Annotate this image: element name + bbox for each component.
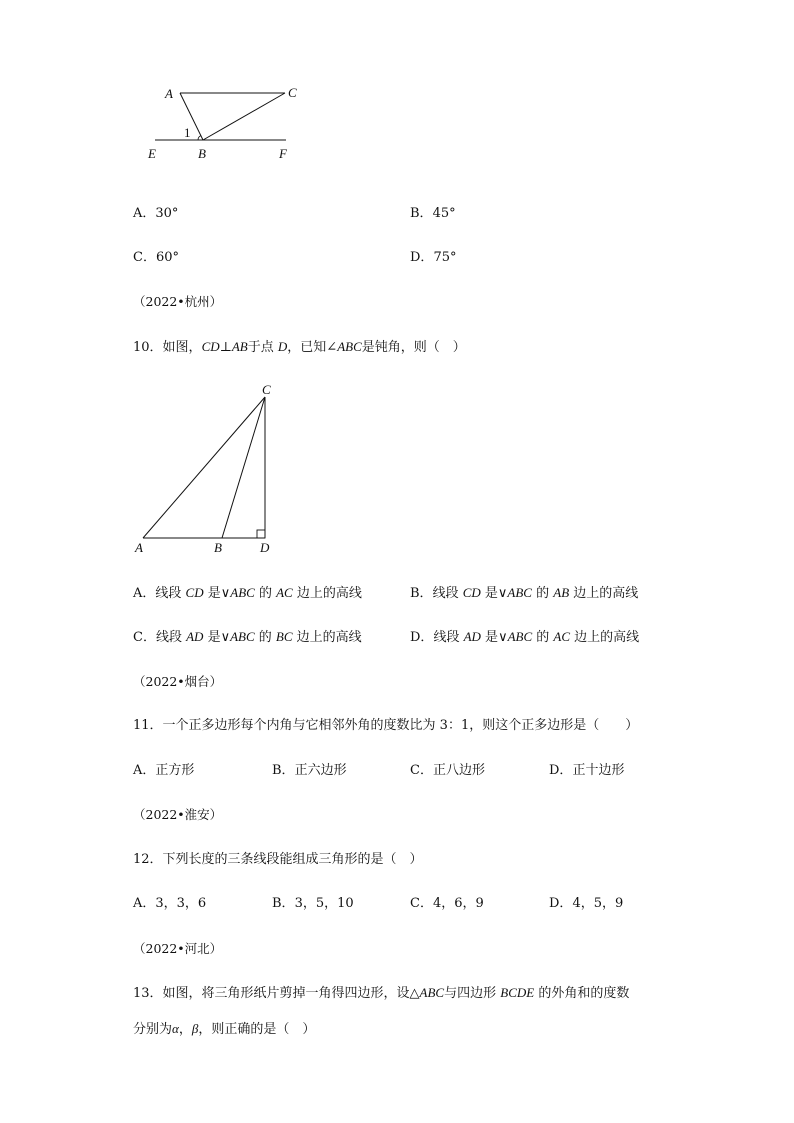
q9-option-c: C．60°: [133, 250, 179, 265]
right-angle-mark: [257, 530, 265, 538]
q12-stem: 12．下列长度的三条线段能组成三角形的是（ ）: [133, 852, 423, 867]
q13-stem-line1: 13．如图，将三角形纸片剪掉一角得四边形，设△ABC与四边形 BCDE 的外角和的度数: [133, 985, 630, 1001]
q13-stem-line2: 分别为α，β，则正确的是（ ）: [133, 1021, 316, 1037]
label-e: E: [148, 146, 156, 161]
q9-option-b: B．45°: [410, 206, 456, 221]
label-angle-1: 1: [184, 125, 191, 140]
figure-angle-1: [140, 80, 320, 170]
label-b: B: [214, 540, 222, 555]
q11-option-d: D．正十边形: [549, 763, 625, 778]
q10-option-b: B．线段 CD 是∨ABC 的 AB 边上的高线: [410, 585, 639, 601]
q11-option-b: B．正六边形: [272, 763, 347, 778]
line-ac: [143, 397, 265, 538]
label-c: C: [262, 382, 271, 397]
angle-1-arc: [198, 136, 201, 141]
q10-option-a: A．线段 CD 是∨ABC 的 AC 边上的高线: [133, 585, 362, 601]
q12-option-b: B．3，5，10: [272, 896, 354, 911]
q12-option-c: C．4，6，9: [410, 896, 484, 911]
q9-option-d: D．75°: [410, 250, 457, 265]
q10-stem: 10．如图，CD⊥AB于点 D，已知∠ABC是钝角，则（ ）: [133, 339, 466, 355]
line-bc: [203, 93, 285, 140]
q13-source: （2022•河北）: [133, 941, 223, 956]
q11-stem: 11．一个正多边形每个内角与它相邻外角的度数比为 3：1，则这个正多边形是（ ）: [133, 718, 639, 733]
q10-option-d: D．线段 AD 是∨ABC 的 AC 边上的高线: [410, 629, 640, 645]
q11-option-a: A．正方形: [133, 763, 195, 778]
q9-option-a: A．30°: [133, 206, 179, 221]
label-a: A: [165, 86, 173, 101]
line-bc: [222, 397, 265, 538]
label-d: D: [260, 540, 270, 555]
label-a: A: [135, 540, 143, 555]
q11-option-c: C．正八边形: [410, 763, 485, 778]
label-b: B: [198, 146, 206, 161]
q12-option-d: D．4，5，9: [549, 896, 624, 911]
figure-altitude: [125, 380, 285, 560]
q11-source: （2022•烟台）: [133, 674, 223, 689]
label-c: C: [288, 85, 297, 100]
q10-source: （2022•杭州）: [133, 294, 223, 309]
q12-option-a: A．3，3，6: [133, 896, 207, 911]
label-f: F: [279, 146, 287, 161]
q12-source: （2022•淮安）: [133, 807, 223, 822]
q10-option-c: C．线段 AD 是∨ABC 的 BC 边上的高线: [133, 629, 362, 645]
